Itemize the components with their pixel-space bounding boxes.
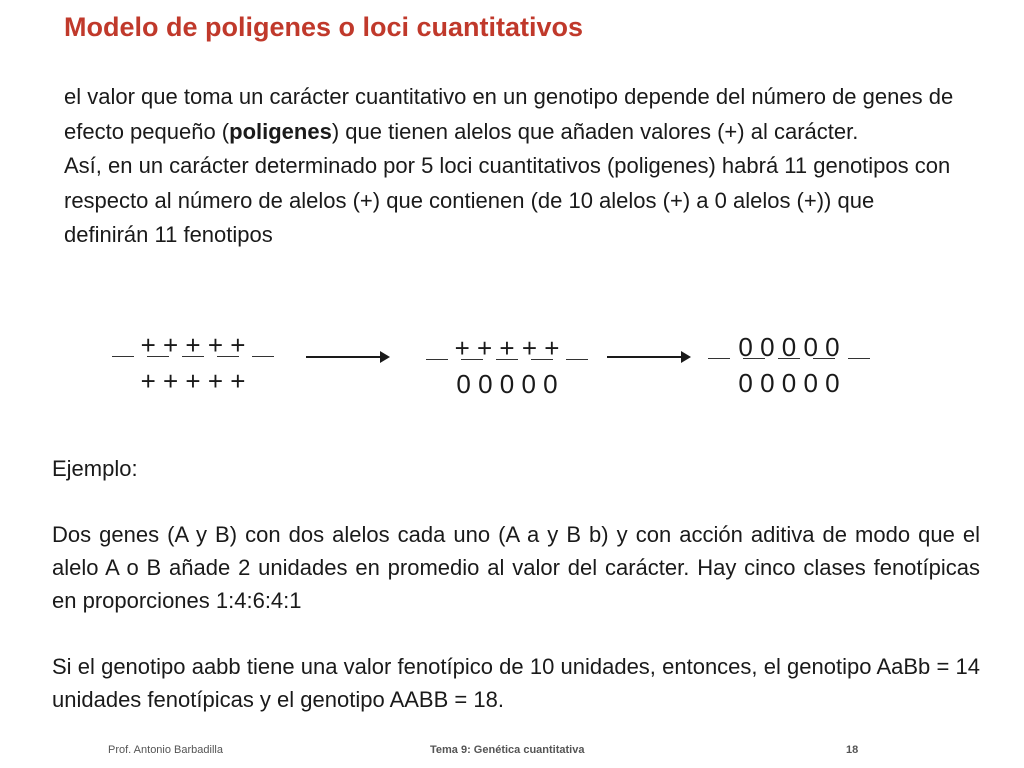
- example-paragraph-1: Dos genes (A y B) con dos alelos cada uno (A a y B b) y con acción aditiva de modo que el alelo A o B añade 2 unidades en promedio al valor del carácter. Hay cinco clases fenotípicas en proporciones 1:4:6:4:1: [52, 522, 980, 613]
- intro-p1-start: el valor que toma un carácter cuantitativo en un genotipo depende del número de genes de efecto pequeño (: [64, 84, 954, 144]
- genotype-2-top: + + + + +: [454, 333, 560, 363]
- intro-text: [64, 80, 964, 253]
- genotype-2-bottom: 0 0 0 0 0: [456, 369, 558, 399]
- genotype-2: [426, 325, 588, 407]
- genotype-1: [112, 322, 274, 404]
- intro-paragraph-2: Así, en un carácter determinado por 5 loci cuantitativos (poligenes) habrá 11 genotipos con respecto al número de alelos (+) que contienen (de 10 alelos (+) a 0 alelos (+)) que definirán 11 fenotipos: [64, 153, 951, 247]
- example-section: [52, 452, 980, 716]
- footer-author: Prof. Antonio Barbadilla: [108, 744, 223, 756]
- footer-topic: Tema 9: Genética cuantitativa: [430, 744, 585, 756]
- slide-title: Modelo de poligenes o loci cuantitativos: [64, 12, 584, 42]
- arrow-right-icon: [306, 356, 388, 358]
- intro-paragraph-1: [64, 80, 964, 149]
- footer-page-number: 18: [846, 744, 859, 756]
- example-heading: Ejemplo:: [52, 456, 138, 481]
- intro-p1-bold: poligenes: [229, 118, 332, 144]
- genotype-3: [708, 324, 870, 406]
- example-paragraph-2: Si el genotipo aabb tiene una valor fenotípico de 10 unidades, entonces, el genotipo AaBb = 14 unidades fenotípicas y el genotipo AABB = 18.: [52, 654, 980, 712]
- genotype-1-top: + + + + +: [140, 330, 246, 360]
- genotype-3-bottom: 0 0 0 0 0: [738, 368, 840, 398]
- genotype-3-top: 0 0 0 0 0: [738, 332, 840, 362]
- genotype-1-bottom: + + + + +: [140, 366, 246, 396]
- arrow-right-icon: [607, 356, 689, 358]
- intro-p1-end: ) que tienen alelos que añaden valores (+) al carácter.: [331, 118, 859, 144]
